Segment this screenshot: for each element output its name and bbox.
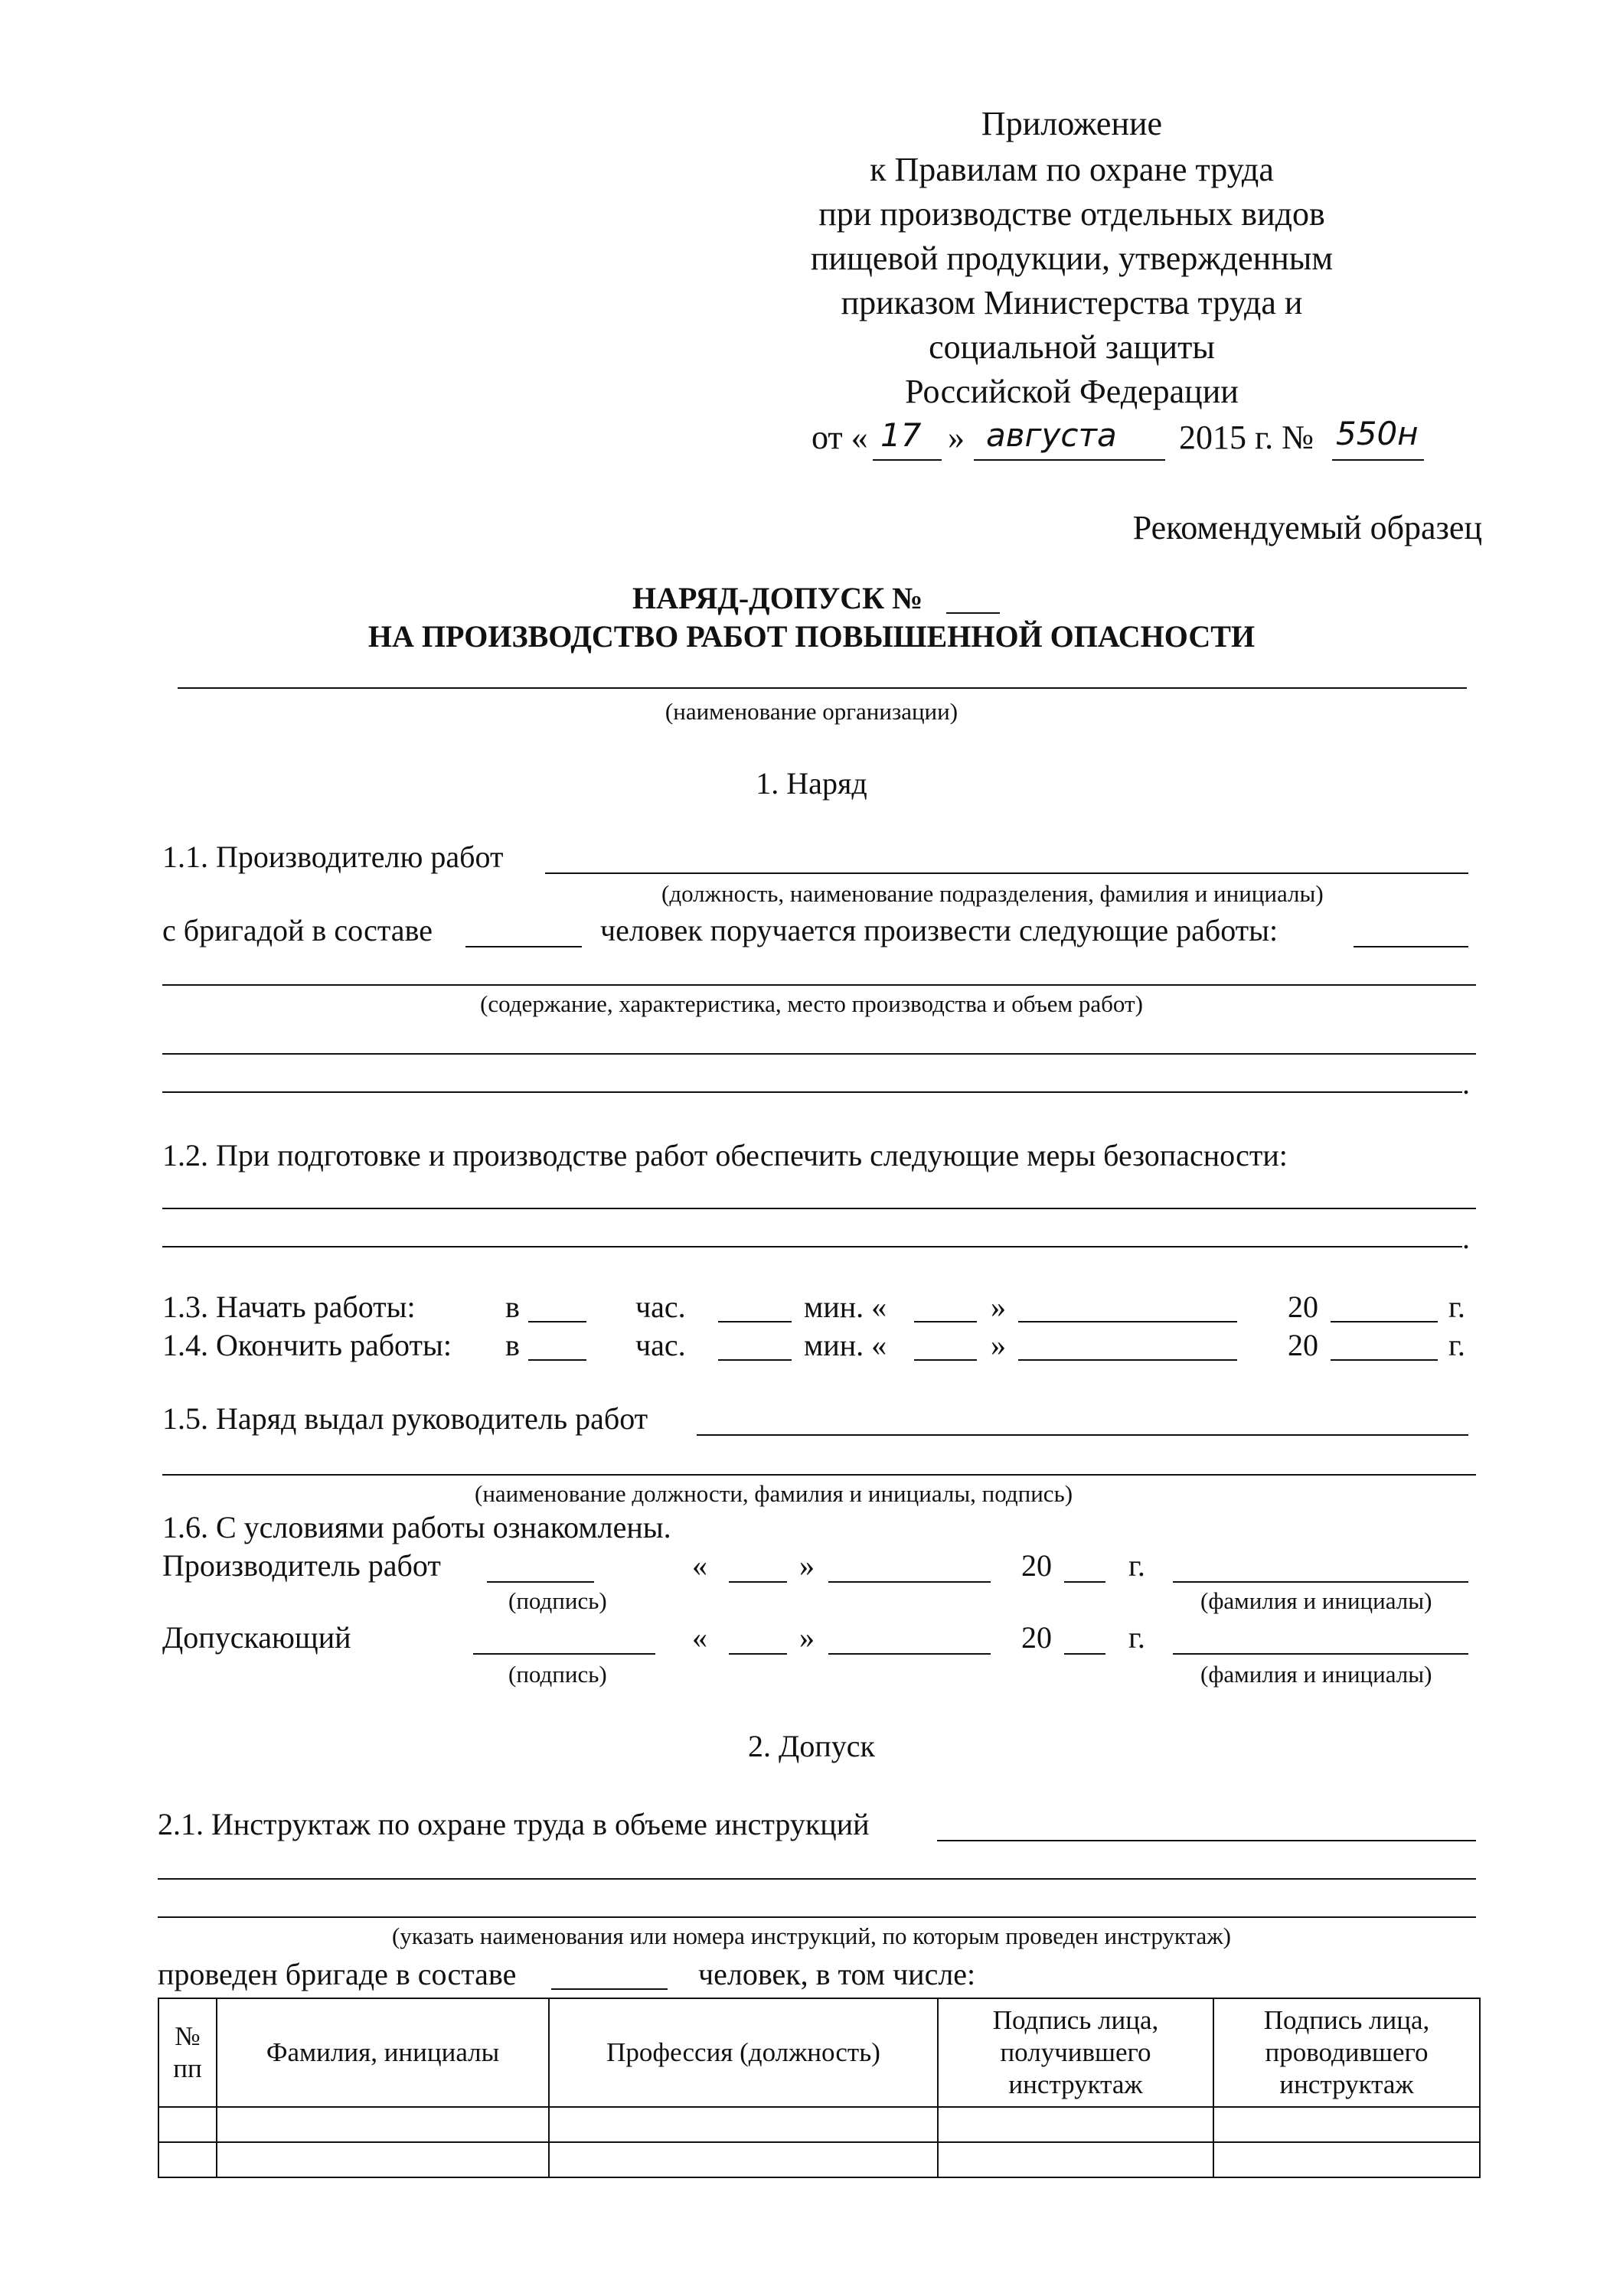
p1-4-label: 1.4. Окончить работы:: [162, 1328, 452, 1362]
order-day-handwritten: 17: [880, 416, 922, 454]
p1-3-min: мин. «: [804, 1290, 887, 1324]
table-cell[interactable]: [549, 2142, 938, 2177]
producer-name-caption: (фамилия и инициалы): [1200, 1587, 1432, 1614]
end-month-line: [1018, 1359, 1237, 1361]
end-year-line: [1331, 1359, 1438, 1361]
end-min-line: [718, 1359, 792, 1361]
recommended-sample: Рекомендуемый образец: [1132, 509, 1482, 546]
col-name-header: Фамилия, инициалы: [217, 1998, 549, 2107]
p1-5-label: 1.5. Наряд выдал руководитель работ: [162, 1401, 648, 1436]
p1-2-label: 1.2. При подготовке и производстве работ обеспечить следующие меры безопасности:: [162, 1138, 1288, 1172]
works-field-line-2: [162, 1053, 1476, 1055]
appendix-line-1: Приложение: [981, 105, 1163, 142]
safety-field-line-2: [162, 1246, 1462, 1247]
admitting-year-line: [1064, 1653, 1105, 1655]
admitting-name-caption: (фамилия и инициалы): [1200, 1661, 1432, 1688]
appendix-line-3: при производстве отдельных видов: [818, 195, 1325, 233]
appendix-line-2: к Правилам по охране труда: [870, 151, 1274, 188]
title-line-2: НА ПРОИЗВОДСТВО РАБОТ ПОВЫШЕННОЙ ОПАСНОСТИ: [367, 619, 1256, 654]
brigade2-suffix: человек, в том числе:: [698, 1957, 976, 1991]
brigade-size-line: [465, 946, 582, 947]
appendix-line-6: социальной защиты: [929, 328, 1215, 366]
p1-6-label: 1.6. С условиями работы ознакомлены.: [162, 1510, 671, 1544]
table-row: [158, 2142, 1480, 2177]
table-header-row: [158, 1998, 1480, 2107]
p1-1-caption: (должность, наименование подразделения, фамилия и инициалы): [661, 880, 1324, 907]
producer-field-line: [545, 872, 1468, 874]
col-number-header: № пп: [158, 1998, 217, 2107]
brigade2-prefix: проведен бригаде в составе: [158, 1957, 517, 1991]
col-instructor-signature-header: Подпись лица, проводившего инструктаж: [1213, 1998, 1480, 2107]
works-field-line-0: [1354, 946, 1468, 947]
producer-name-line: [1173, 1581, 1468, 1583]
p1-5-caption: (наименование должности, фамилия и инициалы, подпись): [475, 1480, 1073, 1507]
table-cell[interactable]: [1213, 2107, 1480, 2142]
order-month-handwritten: августа: [986, 416, 1117, 454]
order-number-handwritten: 550н: [1336, 415, 1419, 452]
p2-1-label: 2.1. Инструктаж по охране труда в объеме инструкций: [158, 1807, 870, 1841]
order-date-mid: »: [948, 419, 965, 456]
table-cell[interactable]: [938, 2142, 1213, 2177]
order-number-line: [1332, 459, 1424, 461]
admitting-month-line: [828, 1653, 991, 1655]
producer-year-line: [1064, 1581, 1105, 1583]
instructions-line-2: [158, 1878, 1476, 1880]
end-hour-line: [528, 1359, 586, 1361]
table-cell[interactable]: [549, 2107, 938, 2142]
end-day-line: [914, 1359, 977, 1361]
instructions-line-3: [158, 1916, 1476, 1918]
p1-3-hour: час.: [635, 1290, 686, 1324]
admitting-quote-open: «: [692, 1620, 707, 1655]
admitting-name-line: [1173, 1653, 1468, 1655]
works-field-line-1: [162, 984, 1476, 986]
p1-4-min: мин. «: [804, 1328, 887, 1362]
p1-3-year-suffix: г.: [1448, 1290, 1465, 1324]
start-month-line: [1018, 1321, 1237, 1322]
appendix-line-4: пищевой продукции, утвержденным: [810, 240, 1334, 277]
producer-sig-caption: (подпись): [508, 1587, 607, 1614]
brigade-prefix: с бригадой в составе: [162, 913, 433, 947]
org-name-line: [178, 687, 1467, 689]
order-date-prefix: от «: [812, 419, 868, 456]
p1-1-label: 1.1. Производителю работ: [162, 840, 504, 874]
title-line-1: НАРЯД-ДОПУСК №: [632, 581, 923, 615]
producer-quote-open: «: [692, 1548, 707, 1583]
producer-day-line: [729, 1581, 787, 1583]
section-2-heading: 2. Допуск: [748, 1729, 875, 1763]
producer-signature-line: [487, 1581, 594, 1583]
producer-month-line: [828, 1581, 991, 1583]
table-cell[interactable]: [1213, 2142, 1480, 2177]
order-year: 2015 г. №: [1179, 419, 1314, 456]
start-min-line: [718, 1321, 792, 1322]
p1-4-year-suffix: г.: [1448, 1328, 1465, 1362]
table-cell[interactable]: [217, 2142, 549, 2177]
safety-period: .: [1462, 1221, 1470, 1255]
start-day-line: [914, 1321, 977, 1322]
p1-4-hour: час.: [635, 1328, 686, 1362]
col-recipient-signature-header: Подпись лица, получившего инструктаж: [938, 1998, 1213, 2107]
order-day-line: [873, 459, 942, 461]
admitting-label: Допускающий: [162, 1620, 351, 1655]
p1-3-label: 1.3. Начать работы:: [162, 1290, 416, 1324]
instructions-caption: (указать наименования или номера инструкций, по которым проведен инструктаж): [391, 1923, 1232, 1949]
works-period: .: [1462, 1066, 1470, 1101]
table-cell[interactable]: [158, 2107, 217, 2142]
admitting-day-line: [729, 1653, 787, 1655]
org-name-caption: (наименование организации): [665, 698, 958, 725]
p1-4-year-prefix: 20: [1288, 1328, 1318, 1362]
table-cell[interactable]: [217, 2107, 549, 2142]
producer-quote-close: »: [799, 1548, 815, 1583]
brigade2-size-line: [551, 1988, 668, 1990]
issued-by-line-1: [697, 1434, 1468, 1436]
table-row: [158, 2107, 1480, 2142]
p1-4-quote: »: [991, 1328, 1006, 1362]
permit-number-line: [946, 612, 1000, 614]
issued-by-line-2: [162, 1474, 1476, 1476]
p1-3-year-prefix: 20: [1288, 1290, 1318, 1324]
order-month-line: [974, 459, 1165, 461]
admitting-sig-caption: (подпись): [508, 1661, 607, 1688]
p1-4-in: в: [505, 1328, 520, 1362]
instructions-line-1: [937, 1840, 1476, 1841]
appendix-line-5: приказом Министерства труда и: [841, 284, 1303, 321]
brigade-suffix: человек поручается произвести следующие работы:: [600, 913, 1278, 947]
admitting-year-suffix: г.: [1128, 1620, 1145, 1655]
p1-3-quote: »: [991, 1290, 1006, 1324]
works-field-line-3: [162, 1091, 1462, 1093]
admitting-quote-close: »: [799, 1620, 815, 1655]
works-caption: (содержание, характеристика, место производства и объем работ): [480, 990, 1143, 1017]
col-profession-header: Профессия (должность): [549, 1998, 938, 2107]
safety-field-line-1: [162, 1208, 1476, 1209]
p1-3-in: в: [505, 1290, 520, 1324]
table-cell[interactable]: [158, 2142, 217, 2177]
producer-year-suffix: г.: [1128, 1548, 1145, 1583]
admitting-signature-line: [473, 1653, 655, 1655]
start-year-line: [1331, 1321, 1438, 1322]
admitting-year-prefix: 20: [1021, 1620, 1052, 1655]
producer-year-prefix: 20: [1021, 1548, 1052, 1583]
start-hour-line: [528, 1321, 586, 1322]
table-cell[interactable]: [938, 2107, 1213, 2142]
briefing-table: [158, 1998, 1481, 2178]
appendix-line-7: Российской Федерации: [905, 373, 1239, 410]
section-1-heading: 1. Наряд: [756, 766, 867, 801]
producer-label: Производитель работ: [162, 1548, 441, 1583]
